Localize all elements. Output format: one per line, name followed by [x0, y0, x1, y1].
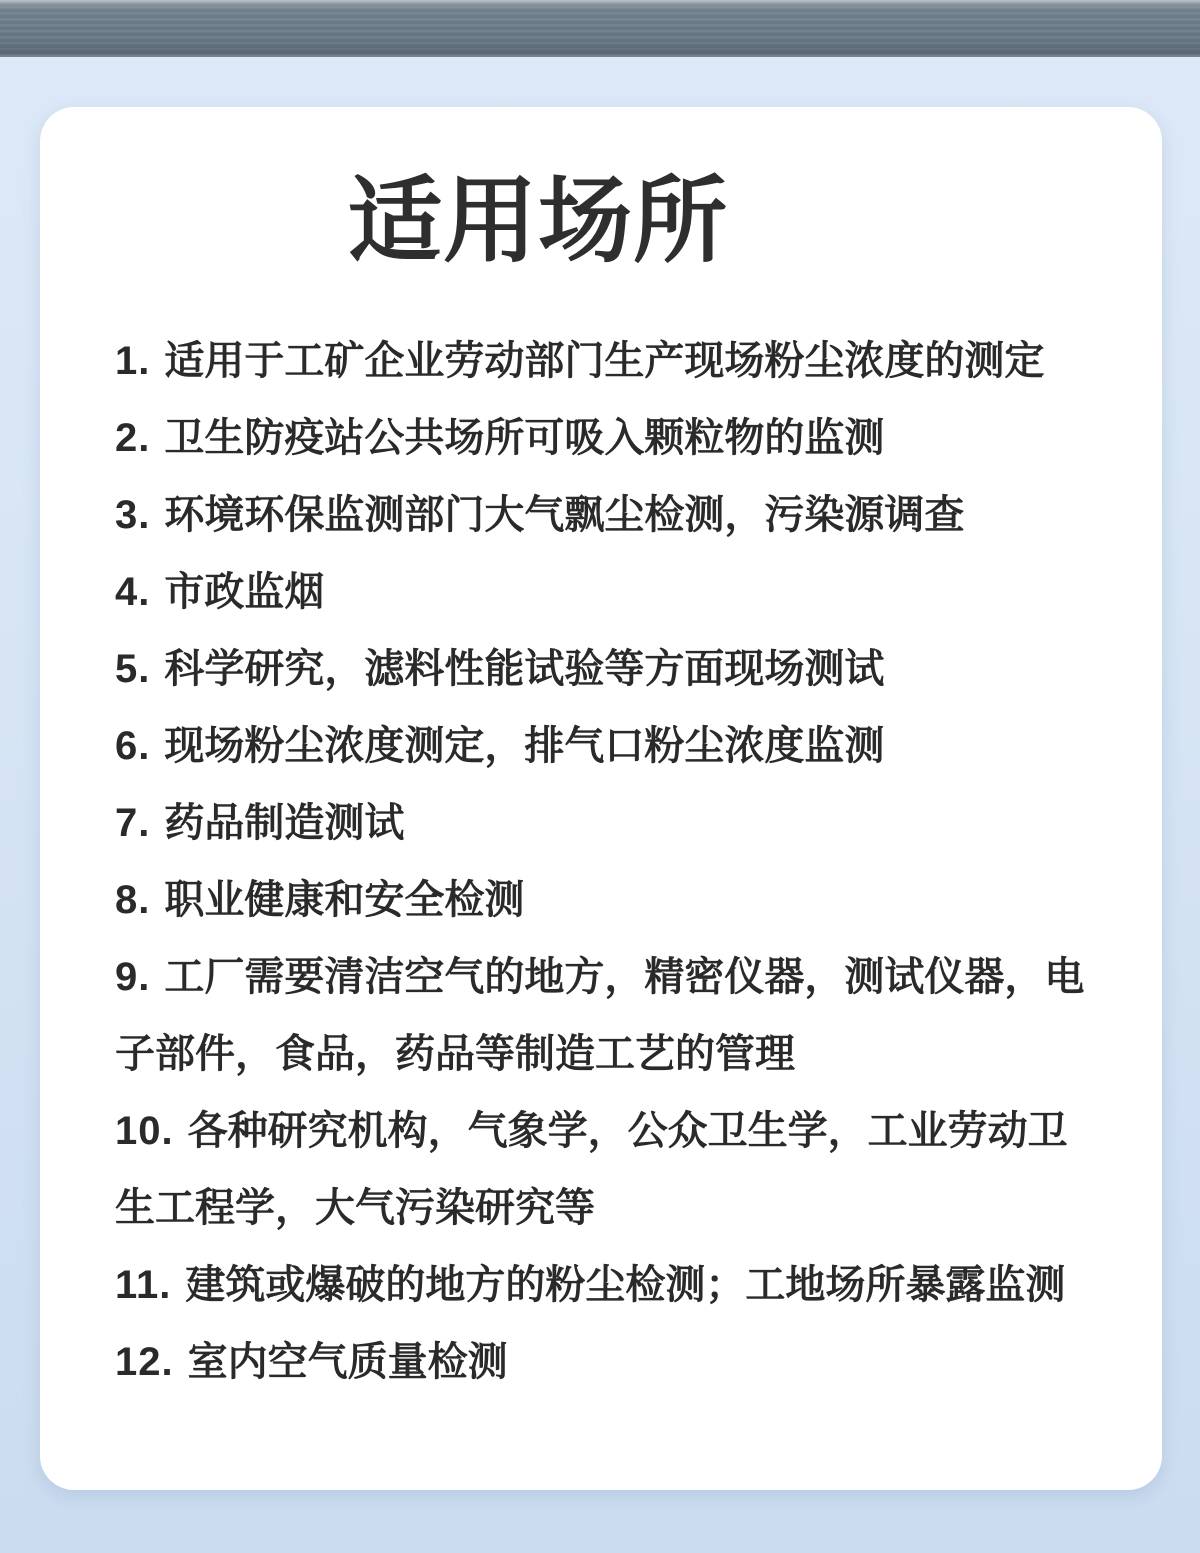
page-title: 适用场所	[348, 168, 729, 273]
item-text: 卫生防疫站公共场所可吸入颗粒物的监测	[164, 415, 885, 460]
item-text: 建筑或爆破的地方的粉尘检测；工地场所暴露监测	[185, 1262, 1066, 1307]
list-item	[115, 323, 1100, 400]
content-card	[40, 107, 1162, 1490]
item-number: 6.	[115, 723, 151, 768]
list-item	[115, 939, 1100, 1093]
list-item	[115, 1093, 1100, 1247]
item-number: 12.	[115, 1339, 174, 1384]
item-text: 各种研究机构，气象学，公众卫生学，工业劳动卫生工程学，大气污染研究等	[115, 1108, 1068, 1230]
item-number: 10.	[115, 1108, 174, 1153]
list-item	[115, 477, 1100, 554]
item-text: 室内空气质量检测	[187, 1339, 508, 1384]
item-text: 市政监烟	[164, 569, 325, 614]
list-item	[115, 708, 1100, 785]
item-number: 11.	[115, 1262, 172, 1307]
item-number: 1.	[115, 338, 151, 383]
item-text: 现场粉尘浓度测定，排气口粉尘浓度监测	[164, 723, 885, 768]
list-item	[115, 554, 1100, 631]
applicable-list	[115, 323, 1100, 1401]
item-text: 药品制造测试	[164, 800, 405, 845]
item-text: 职业健康和安全检测	[164, 877, 525, 922]
hanging-rod-bar	[0, 0, 1200, 57]
item-number: 2.	[115, 415, 151, 460]
item-number: 9.	[115, 954, 151, 999]
list-item	[115, 400, 1100, 477]
list-item	[115, 1247, 1100, 1324]
item-number: 4.	[115, 569, 151, 614]
list-item	[115, 631, 1100, 708]
list-item	[115, 862, 1100, 939]
item-number: 5.	[115, 646, 151, 691]
list-item	[115, 1324, 1100, 1401]
item-text: 环境环保监测部门大气飘尘检测，污染源调查	[164, 492, 965, 537]
list-item	[115, 785, 1100, 862]
item-text: 工厂需要清洁空气的地方，精密仪器，测试仪器，电子部件，食品，药品等制造工艺的管理	[115, 954, 1085, 1076]
item-number: 7.	[115, 800, 151, 845]
item-text: 科学研究，滤料性能试验等方面现场测试	[164, 646, 885, 691]
item-number: 3.	[115, 492, 151, 537]
item-number: 8.	[115, 877, 151, 922]
item-text: 适用于工矿企业劳动部门生产现场粉尘浓度的测定	[164, 338, 1045, 383]
